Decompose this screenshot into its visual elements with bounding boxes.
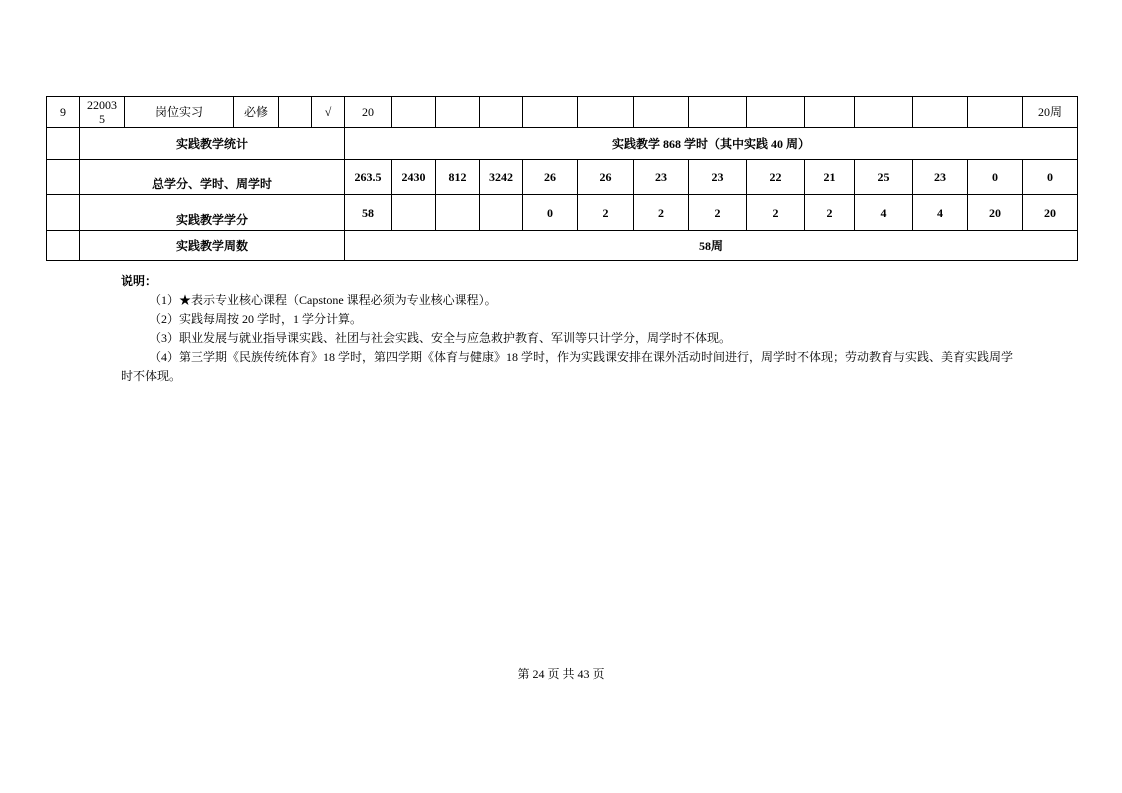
practice-credits-value: 2 <box>578 195 634 231</box>
course-code-line1: 22003 <box>87 98 117 112</box>
row-blank-cell <box>47 231 80 261</box>
practice-credits-value <box>392 195 436 231</box>
stats-value: 实践教学 868 学时（其中实践 40 周） <box>345 128 1078 160</box>
course-empty-cell <box>805 97 855 128</box>
course-check-mark: √ <box>312 97 345 128</box>
course-empty-cell <box>480 97 523 128</box>
stats-label: 实践教学统计 <box>80 128 345 160</box>
practice-credits-value <box>480 195 523 231</box>
totals-value: 21 <box>805 160 855 195</box>
table-row-practice-weeks <box>47 231 1078 261</box>
course-empty-cell <box>578 97 634 128</box>
course-empty-cell <box>689 97 747 128</box>
practice-credits-value: 2 <box>747 195 805 231</box>
totals-value: 263.5 <box>345 160 392 195</box>
course-empty-cell <box>913 97 968 128</box>
practice-weeks-value: 58周 <box>345 231 1078 261</box>
totals-value: 0 <box>968 160 1023 195</box>
note-item: （4）第三学期《民族传统体育》18 学时，第四学期《体育与健康》18 学时，作为实践课安排在课外活动时间进行，周学时不体现；劳动教育与实践、美育实践周学时不体现。 <box>121 350 1014 383</box>
note-item: （3）职业发展与就业指导课实践、社团与社会实践、安全与应急救护教育、军训等只计学分，周学时不体现。 <box>149 331 732 345</box>
totals-label: 总学分、学时、周学时 <box>80 160 345 195</box>
course-name: 岗位实习 <box>125 97 234 128</box>
practice-weeks-label: 实践教学周数 <box>80 231 345 261</box>
course-code-line2: 5 <box>99 112 105 126</box>
practice-credits-value: 4 <box>855 195 913 231</box>
note-item: （1）★表示专业核心课程（Capstone 课程必须为专业核心课程）。 <box>149 293 497 307</box>
notes-heading: 说明： <box>121 274 158 288</box>
totals-value: 23 <box>913 160 968 195</box>
totals-value: 3242 <box>480 160 523 195</box>
totals-value: 812 <box>436 160 480 195</box>
practice-credits-label: 实践教学学分 <box>80 195 345 231</box>
practice-credits-value: 0 <box>523 195 578 231</box>
course-empty-cell <box>523 97 578 128</box>
course-empty-cell <box>855 97 913 128</box>
table-row-course <box>47 97 1078 128</box>
table-row-totals <box>47 160 1078 195</box>
practice-credits-value: 2 <box>689 195 747 231</box>
course-empty-cell <box>392 97 436 128</box>
practice-credits-value: 20 <box>968 195 1023 231</box>
practice-credits-value: 4 <box>913 195 968 231</box>
totals-value: 0 <box>1023 160 1078 195</box>
course-seq: 9 <box>47 97 80 128</box>
course-empty-cell <box>634 97 689 128</box>
totals-value: 23 <box>634 160 689 195</box>
course-type: 必修 <box>234 97 279 128</box>
page-number: 第 24 页 共 43 页 <box>517 667 605 681</box>
row-blank-cell <box>47 195 80 231</box>
practice-credits-value: 58 <box>345 195 392 231</box>
practice-credits-value <box>436 195 480 231</box>
practice-credits-value: 2 <box>805 195 855 231</box>
totals-value: 26 <box>523 160 578 195</box>
curriculum-table <box>46 96 1078 261</box>
row-blank-cell <box>47 128 80 160</box>
row-blank-cell <box>47 160 80 195</box>
course-empty-cell <box>436 97 480 128</box>
course-empty-cell <box>279 97 312 128</box>
practice-credits-value: 20 <box>1023 195 1078 231</box>
totals-value: 22 <box>747 160 805 195</box>
totals-value: 26 <box>578 160 634 195</box>
totals-value: 23 <box>689 160 747 195</box>
table-row-practice-credits <box>47 195 1078 231</box>
totals-value: 2430 <box>392 160 436 195</box>
totals-value: 25 <box>855 160 913 195</box>
notes-section <box>121 272 1021 386</box>
course-credits: 20 <box>345 97 392 128</box>
course-empty-cell <box>747 97 805 128</box>
course-weeks: 20周 <box>1023 97 1078 128</box>
course-empty-cell <box>968 97 1023 128</box>
note-item: （2）实践每周按 20 学时，1 学分计算。 <box>149 312 363 326</box>
practice-credits-value: 2 <box>634 195 689 231</box>
course-code <box>80 97 125 128</box>
table-row-stats <box>47 128 1078 160</box>
